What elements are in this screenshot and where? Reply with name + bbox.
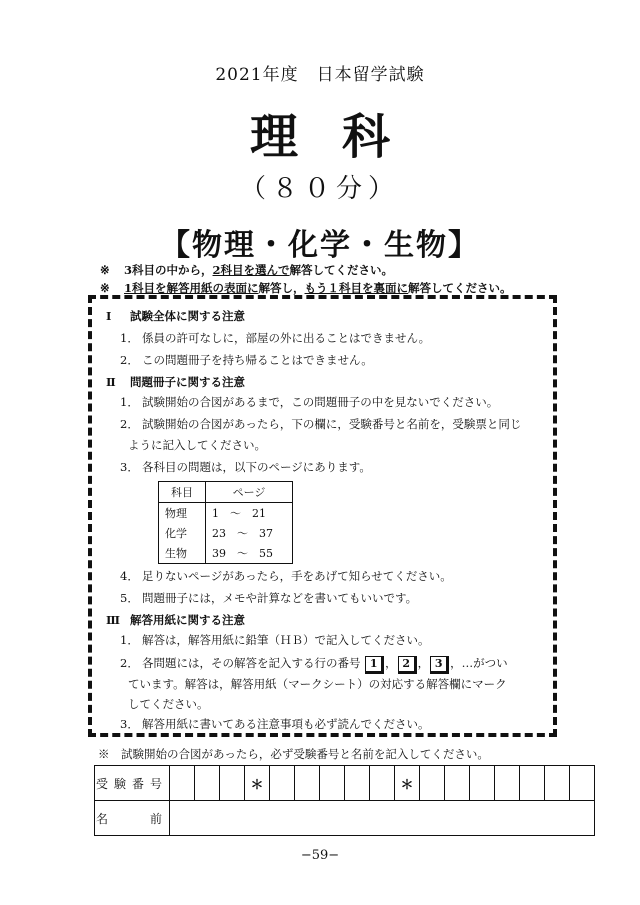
item-number: 1． bbox=[120, 331, 139, 345]
section-title: 解答用紙に関する注意 bbox=[130, 613, 245, 627]
item-number: 3． bbox=[120, 717, 139, 731]
item-text: この問題冊子を持ち帰ることはできません。 bbox=[142, 353, 373, 367]
note-text: 3科目の中から， bbox=[124, 263, 213, 277]
exam-number-digit[interactable] bbox=[270, 766, 295, 801]
item-text: 問題冊子には，メモや計算などを書いてもいいです。 bbox=[142, 591, 418, 605]
note-underlined: 2科目を選んで bbox=[212, 263, 290, 277]
section-title: 試験全体に関する注意 bbox=[130, 309, 245, 323]
note-underlined: 1科目を解答用紙の表面に bbox=[124, 281, 259, 295]
item-number: 4． bbox=[120, 569, 139, 583]
candidate-form bbox=[94, 765, 595, 836]
exam-number-digit[interactable] bbox=[295, 766, 320, 801]
section-number: Ⅱ bbox=[106, 375, 116, 389]
section-3-heading bbox=[106, 612, 245, 628]
row-number-box: 3 bbox=[430, 656, 449, 674]
section-title: 問題冊子に関する注意 bbox=[130, 375, 245, 389]
exam-number-digit[interactable] bbox=[445, 766, 470, 801]
exam-number-star: ＊ bbox=[245, 766, 270, 801]
exam-number-digit[interactable] bbox=[495, 766, 520, 801]
item-number: 3． bbox=[120, 460, 139, 474]
item-number: 1． bbox=[120, 395, 139, 409]
item-number: 1． bbox=[120, 633, 139, 647]
row-number-box: 1 bbox=[365, 656, 384, 674]
table-row bbox=[159, 503, 293, 524]
row-number-box: 2 bbox=[398, 656, 417, 674]
table-row bbox=[159, 543, 293, 564]
s3-item-2-cont2: してください。 bbox=[128, 697, 209, 711]
subject-heading: 理科 bbox=[249, 109, 434, 165]
name-row bbox=[95, 801, 595, 836]
col-header-pages: ページ bbox=[206, 482, 293, 503]
exam-number-row bbox=[95, 766, 595, 801]
exam-number-label: 受験番号 bbox=[95, 766, 170, 801]
item-text: 解答用紙に書いてある注意事項も必ず読んでください。 bbox=[142, 717, 430, 731]
exam-number-digit[interactable] bbox=[570, 766, 595, 801]
item-text: 係員の許可なしに，部屋の外に出ることはできません。 bbox=[142, 331, 431, 345]
table-cell-subject: 生物 bbox=[159, 543, 206, 564]
top-note-2 bbox=[100, 280, 512, 296]
section-2-heading bbox=[106, 374, 245, 390]
name-field[interactable] bbox=[170, 801, 595, 836]
exam-number-digit[interactable] bbox=[470, 766, 495, 801]
s1-item-2 bbox=[106, 352, 373, 368]
exam-number-digit[interactable] bbox=[370, 766, 395, 801]
s2-item-1 bbox=[106, 394, 498, 410]
note-mark: ※ bbox=[100, 281, 110, 295]
item-text: 各問題には，その解答を記入する行の番号 bbox=[142, 656, 361, 670]
page-number: −59− bbox=[300, 848, 340, 863]
table-cell-pages: 1 ～ 21 bbox=[212, 507, 266, 520]
duration: （８０分） bbox=[239, 174, 400, 204]
note-underlined: もう１科目を裏面に bbox=[304, 281, 409, 295]
item-number: 2． bbox=[120, 353, 139, 367]
s1-item-1 bbox=[106, 330, 430, 346]
exam-number-digit[interactable] bbox=[345, 766, 370, 801]
col-header-subject: 科目 bbox=[159, 482, 206, 503]
top-note-1 bbox=[100, 262, 393, 278]
item-number: 5． bbox=[120, 591, 139, 605]
note-mark: ※ bbox=[100, 263, 110, 277]
table-cell-subject: 物理 bbox=[159, 503, 206, 524]
s2-item-5 bbox=[106, 590, 417, 606]
exam-number-digit[interactable] bbox=[220, 766, 245, 801]
item-number: 2． bbox=[120, 656, 139, 670]
exam-number-digit[interactable] bbox=[420, 766, 445, 801]
exam-number-star: ＊ bbox=[395, 766, 420, 801]
item-number: 2． bbox=[120, 417, 139, 431]
s3-item-3 bbox=[106, 716, 430, 732]
item-text: 足りないページがあったら，手をあげて知らせてください。 bbox=[142, 569, 452, 583]
note-text: 解答してください。 bbox=[408, 281, 512, 295]
page-table bbox=[158, 481, 293, 564]
s2-item-3 bbox=[106, 459, 371, 475]
exam-title: 2021年度 日本留学試験 bbox=[215, 65, 425, 85]
note-text: 解答し， bbox=[258, 281, 305, 295]
item-text: ，…がつい bbox=[450, 656, 508, 670]
item-text: 解答は，解答用紙に鉛筆（ＨＢ）で記入してください。 bbox=[142, 633, 430, 647]
s2-item-2-cont: ように記入してください。 bbox=[128, 438, 266, 452]
table-cell-subject: 化学 bbox=[159, 523, 206, 543]
s2-item-4 bbox=[106, 568, 452, 584]
item-text: 各科目の問題は，以下のページにあります。 bbox=[142, 460, 371, 474]
fields-heading: 【物理・化学・生物】 bbox=[160, 228, 480, 263]
exam-number-digit[interactable] bbox=[320, 766, 345, 801]
exam-number-digit[interactable] bbox=[170, 766, 195, 801]
item-text: 試験開始の合図があるまで，この問題冊子の中を見ないでください。 bbox=[142, 395, 499, 409]
note-text: 解答してください。 bbox=[289, 263, 394, 277]
s2-item-2 bbox=[106, 416, 521, 432]
table-row bbox=[159, 523, 293, 543]
item-text: 試験開始の合図があったら，下の欄に，受験番号と名前を，受験票と同じ bbox=[142, 417, 522, 431]
s3-item-1 bbox=[106, 632, 430, 648]
s3-item-2: 2． 各問題には，その解答を記入する行の番号 1 ， 2 ， 3 ，…がつい bbox=[106, 655, 508, 674]
exam-number-digit[interactable] bbox=[545, 766, 570, 801]
exam-number-digit[interactable] bbox=[195, 766, 220, 801]
section-number: Ⅰ bbox=[106, 309, 112, 323]
name-label: 名 前 bbox=[95, 801, 170, 836]
section-number: Ⅲ bbox=[106, 613, 121, 627]
section-1-heading bbox=[106, 308, 245, 324]
footnote: ※ 試験開始の合図があったら，必ず受験番号と名前を記入してください。 bbox=[98, 747, 489, 761]
table-cell-pages: 23 ～ 37 bbox=[212, 527, 273, 540]
table-header-row bbox=[159, 482, 293, 503]
s3-item-2-cont: ています。解答は，解答用紙（マークシート）の対応する解答欄にマーク bbox=[128, 677, 507, 691]
table-cell-pages: 39 ～ 55 bbox=[212, 547, 273, 560]
exam-number-digit[interactable] bbox=[520, 766, 545, 801]
